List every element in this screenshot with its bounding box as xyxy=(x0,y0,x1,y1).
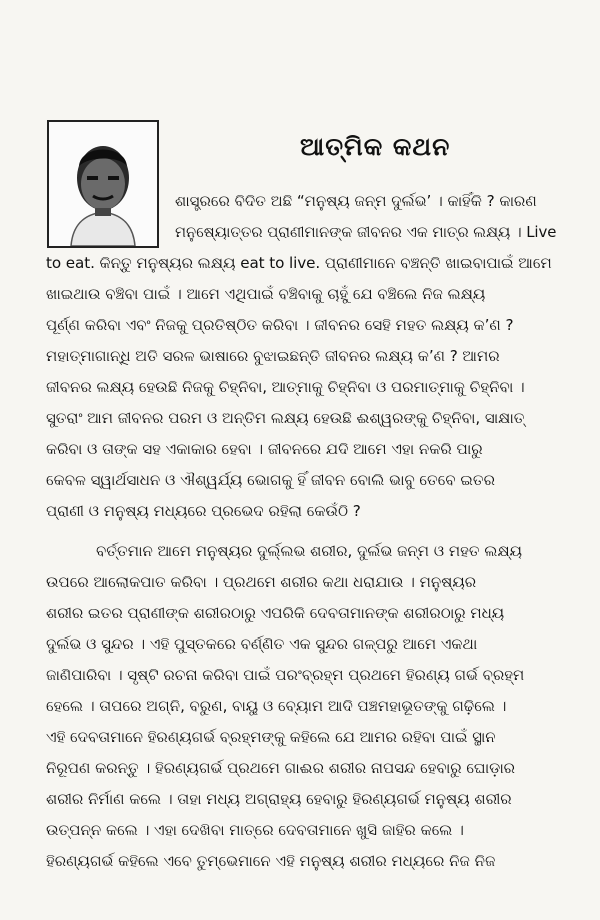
text-line: ହେଲେ । ତାପରେ ଅଗ୍ନି, ବରୁଣ, ବାୟୁ ଓ ବ୍ୟୋମ ଆଦି ପଞ୍ଚମହାଭୂତଙ୍କୁ ଗଢ଼ିଲେ । xyxy=(46,697,507,715)
text-line: ନିରୂପଣ କରନ୍ତୁ । ହିରଣ୍ୟଗର୍ଭ ପ୍ରଥମେ ଗାଈର ଶରୀର ନାପସନ୍ଦ ହେବାରୁ ଘୋଡ଼ାର xyxy=(46,759,516,777)
portrait-image xyxy=(49,122,157,246)
text-line: ଜାଣିପାରିବା । ସୃଷ୍ଟି ରଚନା କରିବା ପାଇଁ ପରଂବ୍ରହ୍ମ ପ୍ରଥମେ ହିରଣ୍ୟ ଗର୍ଭ ବ୍ରହ୍ମ xyxy=(46,666,525,684)
text-line: ଉତ୍ପନ୍ନ କଲେ । ଏହା ଦେଖିବା ମାତ୍ରେ ଦେବତାମାନେ ଖୁସି ଜାହିର କଲେ । xyxy=(46,821,464,839)
text-line: to eat. କିନ୍ତୁ ମନୁଷ୍ୟର ଲକ୍ଷ୍ୟ eat to live. ପ୍ରାଣୀମାନେ ବଞ୍ଚନ୍ତି ଖାଇବାପାଇଁ ଆମେ xyxy=(46,254,552,272)
text-line: ସୁତରାଂ ଆମ ଜୀବନର ପରମ ଓ ଅନ୍ତିମ ଲକ୍ଷ୍ୟ ହେଉଛି ଈଶ୍ୱରଙ୍କୁ ଚିହ୍ନିବା, ସାକ୍ଷାତ୍ xyxy=(46,409,525,427)
text-line: ଦୁର୍ଲଭ ଓ ସୁନ୍ଦର । ଏହି ପୁସ୍ତକରେ ବର୍ଣ୍ଣିତ ଏକ ସୁନ୍ଦର ଗଳ୍ପରୁ ଆମେ ଏକଥା xyxy=(46,635,478,653)
text-line: କରିବା ଓ ତାଙ୍କ ସହ ଏକାକାର ହେବା । ଜୀବନରେ ଯଦି ଆମେ ଏହା ନକରି ପାରୁ xyxy=(46,440,483,458)
text-line: ମହାତ୍ମାଗାନ୍ଧି ଅତି ସରଳ ଭାଷାରେ ବୁଝାଇଛନ୍ତି ଜୀବନର ଲକ୍ଷ୍ୟ କ’ଣ ? ଆମର xyxy=(46,347,500,365)
text-line: ହିରଣ୍ୟଗର୍ଭ କହିଲେ ଏବେ ତୁମ୍ଭେମାନେ ଏହି ମନୁଷ୍ୟ ଶରୀର ମଧ୍ୟରେ ନିଜ ନିଜ xyxy=(46,852,496,870)
text-line: ବର୍ତ୍ତମାନ ଆମେ ମନୁଷ୍ୟର ଦୁର୍ଲ୍ଲଭ ଶରୀର, ଦୁର୍ଲଭ ଜନ୍ମ ଓ ମହତ ଲକ୍ଷ୍ୟ xyxy=(96,542,523,560)
text-line: ମନୁଷ୍ୟୋତ୍ତର ପ୍ରାଣୀମାନଙ୍କ ଜୀବନର ଏକ ମାତ୍ର ଲକ୍ଷ୍ୟ । Live xyxy=(175,223,557,241)
text-line: ପ୍ରାଣୀ ଓ ମନୁଷ୍ୟ ମଧ୍ୟରେ ପ୍ରଭେଦ ରହିଲା କେଉଁଠି ? xyxy=(46,502,361,520)
page-title: ଆତ୍ମିକ କଥନ xyxy=(300,132,451,161)
text-line: ଶରୀର ନିର୍ମାଣ କଲେ । ତାହା ମଧ୍ୟ ଅଗ୍ରାହ୍ୟ ହେବାରୁ ହିରଣ୍ୟଗର୍ଭ ମନୁଷ୍ୟ ଶରୀର xyxy=(46,790,512,808)
text-line: ଜୀବନର ଲକ୍ଷ୍ୟ ହେଉଛି ନିଜକୁ ଚିହ୍ନିବା, ଆତ୍ମାକୁ ଚିହ୍ନିବା ଓ ପରମାତ୍ମାକୁ ଚିହ୍ନିବା । xyxy=(46,378,525,396)
text-line: ଖାଇଥାଉ ବଞ୍ଚିବା ପାଇଁ । ଆମେ ଏଥିପାଇଁ ବଞ୍ଚିବାକୁ ଚାହୁଁ ଯେ ବଞ୍ଚିଲେ ନିଜ ଲକ୍ଷ୍ୟ xyxy=(46,285,486,303)
text-line: ଏହି ଦେବତାମାନେ ହିରଣ୍ୟଗର୍ଭ ବ୍ରହ୍ମଙ୍କୁ କହିଲେ ଯେ ଆମର ରହିବା ପାଇଁ ସ୍ଥାନ xyxy=(46,728,496,746)
text-line: କେବଳ ସ୍ୱାର୍ଥସାଧନ ଓ ଐଶ୍ୱର୍ଯ୍ୟ ଭୋଗକୁ ହିଁ ଜୀବନ ବୋଲି ଭାବୁ ତେବେ ଇତର xyxy=(46,471,496,489)
text-line: ଉପରେ ଆଲୋକପାତ କରିବା । ପ୍ରଥମେ ଶରୀର କଥା ଧରାଯାଉ । ମନୁଷ୍ୟର xyxy=(46,573,477,591)
text-line: ଶାସ୍ତ୍ରରେ ବିଦିତ ଅଛି “ମନୁଷ୍ୟ ଜନ୍ମ ଦୁର୍ଲଭ’ । କାହିଁକି ? କାରଣ xyxy=(175,192,537,210)
text-line: ଶରୀର ଇତର ପ୍ରାଣୀଙ୍କ ଶରୀରଠାରୁ ଏପରିକି ଦେବତାମାନଙ୍କ ଶରୀରଠାରୁ ମଧ୍ୟ xyxy=(46,604,505,622)
text-line: ପୂର୍ଣ୍ଣ କରିବା ଏବଂ ନିଜକୁ ପ୍ରତିଷ୍ଠିତ କରିବା । ଜୀବନର ସେହି ମହତ ଲକ୍ଷ୍ୟ କ’ଣ ? xyxy=(46,316,514,334)
author-photo xyxy=(47,120,159,248)
